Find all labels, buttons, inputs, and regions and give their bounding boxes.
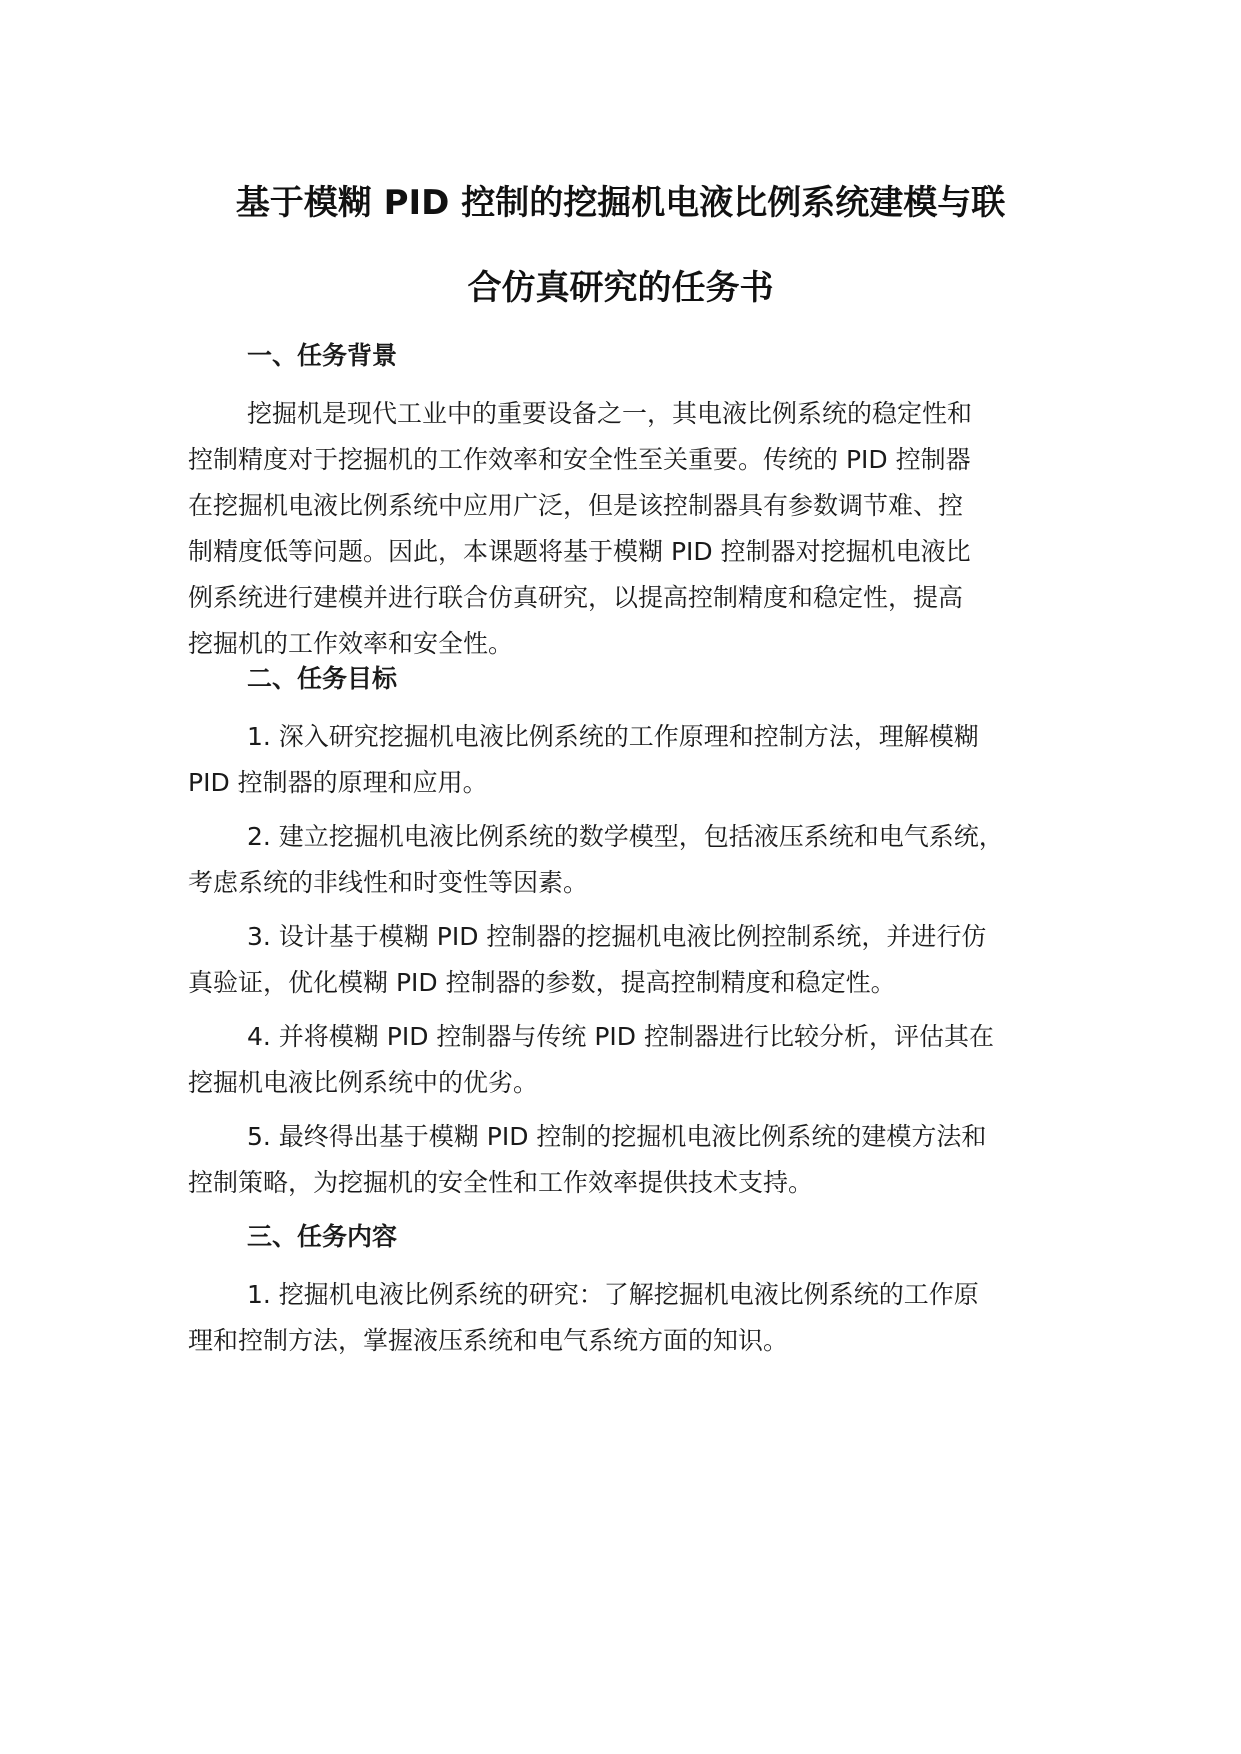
section-1-heading: 一、任务背景 [247,341,398,370]
goal-item-3 [188,914,1088,1006]
section-3-heading: 三、任务内容 [247,1222,398,1251]
paragraph-line: 制精度低等问题。因此，本课题将基于模糊 PID 控制器对挖掘机电液比 [188,537,971,566]
paragraph-line: 挖掘机电液比例系统中的优劣。 [188,1068,539,1097]
paragraph-line: 在挖掘机电液比例系统中应用广泛，但是该控制器具有参数调节难、控 [188,491,964,520]
paragraph-line: 考虑系统的非线性和时变性等因素。 [188,868,589,897]
paragraph-line: 控制策略，为挖掘机的安全性和工作效率提供技术支持。 [188,1168,814,1197]
document-title-line-2: 合仿真研究的任务书 [467,268,774,308]
goal-item-5 [188,1114,1088,1206]
paragraph-line: 真验证，优化模糊 PID 控制器的参数，提高控制精度和稳定性。 [188,968,896,997]
paragraph-line: 例系统进行建模并进行联合仿真研究，以提高控制精度和稳定性，提高 [188,583,964,612]
document-title-line-1: 基于模糊 PID 控制的挖掘机电液比例系统建模与联 [235,183,1006,223]
paragraph-line: 控制精度对于挖掘机的工作效率和安全性至关重要。传统的 PID 控制器 [188,445,971,474]
paragraph-line: 2. 建立挖掘机电液比例系统的数学模型，包括液压系统和电气系统， [247,822,1004,851]
content-item-1 [188,1272,1088,1364]
paragraph-line: 挖掘机是现代工业中的重要设备之一，其电液比例系统的稳定性和 [247,399,973,428]
goal-item-1 [188,714,1088,806]
paragraph-line: 4. 并将模糊 PID 控制器与传统 PID 控制器进行比较分析，评估其在 [247,1022,994,1051]
paragraph-line: PID 控制器的原理和应用。 [188,768,488,797]
paragraph-line: 1. 挖掘机电液比例系统的研究：了解挖掘机电液比例系统的工作原 [247,1280,979,1309]
goal-item-4 [188,1014,1088,1106]
section-1-paragraph [188,391,1088,667]
paragraph-line: 理和控制方法，掌握液压系统和电气系统方面的知识。 [188,1326,789,1355]
paragraph-line: 5. 最终得出基于模糊 PID 控制的挖掘机电液比例系统的建模方法和 [247,1122,987,1151]
section-2-heading: 二、任务目标 [247,664,398,693]
paragraph-line: 挖掘机的工作效率和安全性。 [188,629,514,658]
goal-item-2 [188,814,1088,906]
paragraph-line: 3. 设计基于模糊 PID 控制器的挖掘机电液比例控制系统，并进行仿 [247,922,987,951]
paragraph-line: 1. 深入研究挖掘机电液比例系统的工作原理和控制方法，理解模糊 [247,722,979,751]
